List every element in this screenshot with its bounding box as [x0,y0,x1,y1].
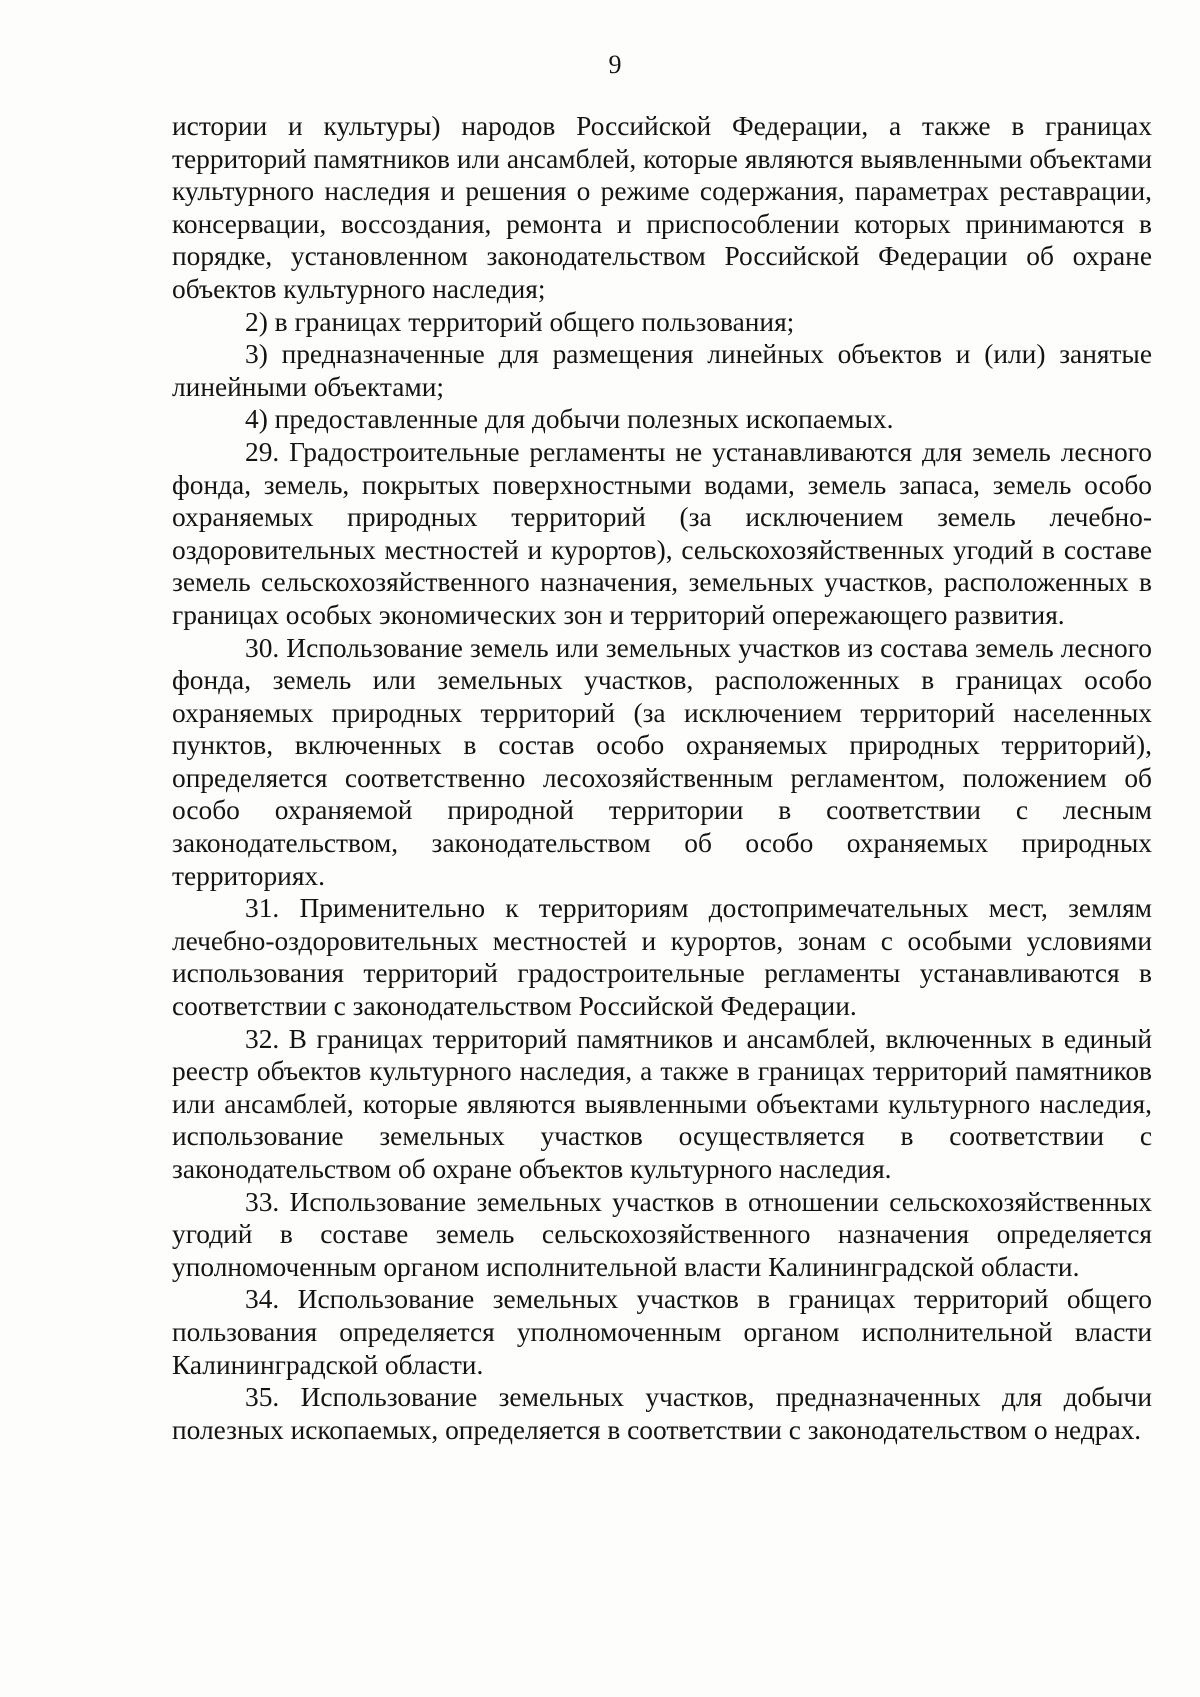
document-body [172,110,1152,1446]
list-item-3: 3) предназначенные для размещения линейных объектов и (или) занятые линейными объектами; [172,339,1152,402]
clause-33: 33. Использование земельных участков в отношении сельскохозяйственных угодий в составе земель сельскохозяйственного назначения определяется уполномоченным органом исполнительной власти Калининградской области. [172,1186,1152,1282]
list-item-2: 2) в границах территорий общего пользования; [245,306,795,337]
clause-29: 29. Градостроительные регламенты не устанавливаются для земель лесного фонда, земель, покрытых поверхностными водами, земель запаса, земель особо охраняемых природных территорий (за исключением земель лечебно-оздоровительных местностей и курортов), сельскохозяйственных угодий в составе земель сельскохозяйственного назначения, земельных участков, расположенных в границах особых экономических зон и территорий опережающего развития. [172,436,1152,630]
clause-35: 35. Использование земельных участков, предназначенных для добычи полезных ископаемых, определяется в соответствии с законодательством о недрах. [172,1382,1152,1445]
clause-32: 32. В границах территорий памятников и ансамблей, включенных в единый реестр объектов культурного наследия, а также в границах территорий памятников или ансамблей, которые являются выявленными объектами культурного наследия, использование земельных участков осуществляется в соответствии с законодательством об охране объектов культурного наследия. [172,1023,1152,1184]
clause-30: 30. Использование земель или земельных участков из состава земель лесного фонда, земель или земельных участков, расположенных в границах особо охраняемых природных территорий (за исключением территорий населенных пунктов, включенных в состав особо охраняемых природных территорий), определяется соответственно лесохозяйственным регламентом, положением об особо охраняемой природной территории в соответствии с лесным законодательством, законодательством об особо охраняемых природных территориях. [172,632,1152,891]
clause-31: 31. Применительно к территориям достопримечательных мест, землям лечебно-оздоровительных местностей и курортов, зонам с особыми условиями использования территорий градостроительные регламенты устанавливаются в соответствии с законодательством Российской Федерации. [172,893,1152,1022]
clause-34: 34. Использование земельных участков в границах территорий общего пользования определяется уполномоченным органом исполнительной власти Калининградской области. [172,1284,1152,1380]
page-number: 9 [608,50,622,79]
paragraph-continuation: истории и культуры) народов Российской Федерации, а также в границах территорий памятников или ансамблей, которые являются выявленными объектами культурного наследия и решения о режиме содержания, параметрах реставрации, консервации, воссоздания, ремонта и приспособлении которых принимаются в порядке, установленном законодательством Российской Федерации об охране объектов культурного наследия; [172,111,1152,304]
list-item-4: 4) предоставленные для добычи полезных ископаемых. [245,404,894,435]
